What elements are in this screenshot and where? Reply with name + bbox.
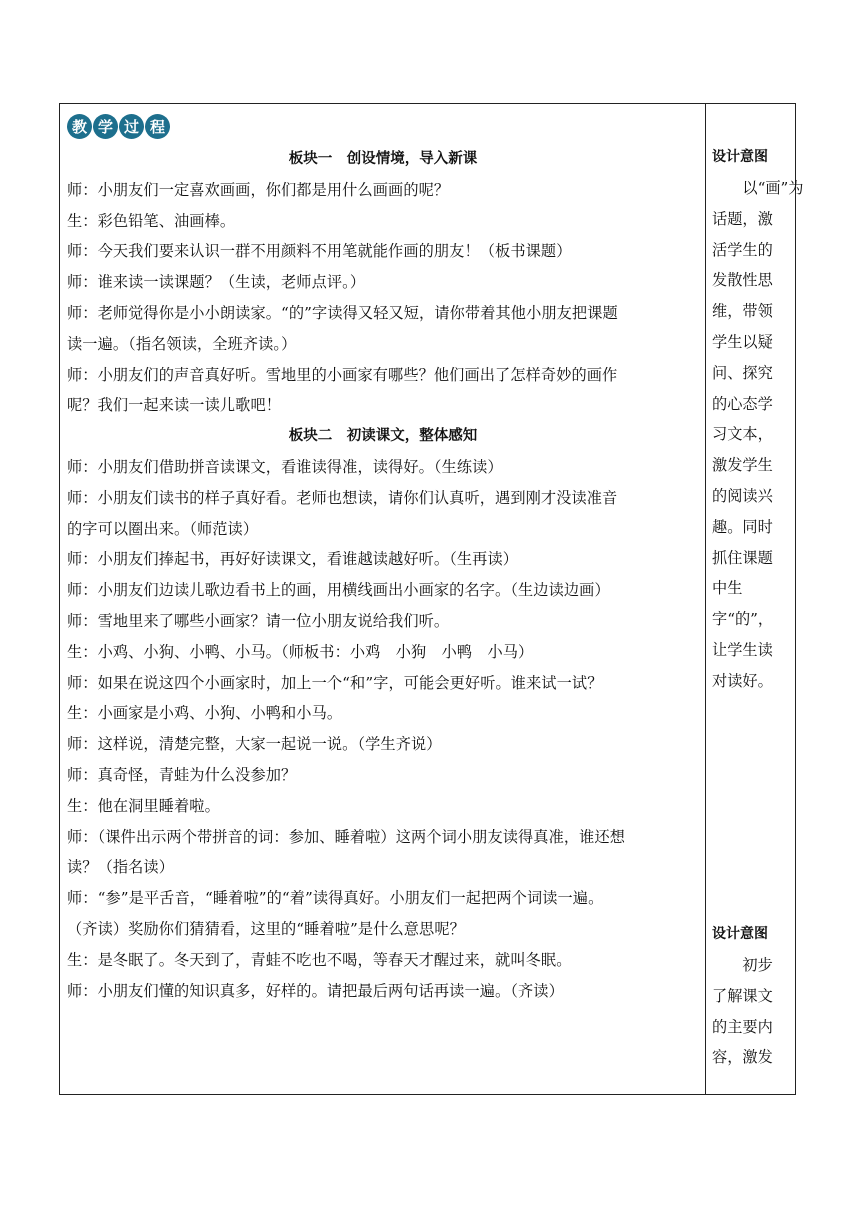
text-line: 师：谁来读一读课题？（生读，老师点评。）: [67, 273, 366, 292]
text-line: （齐读）奖励你们猜猜看，这里的“睡着啦”是什么意思呢？: [67, 919, 465, 938]
text-line: 生：彩色铅笔、油画棒。: [67, 211, 236, 230]
text-line: 读一遍。（指名领读，全班齐读。）: [67, 334, 297, 353]
text-line: 师：这样说，清楚完整，大家一起说一说。（学生齐说）: [67, 735, 442, 754]
text-line: 师：真奇怪，青蛙为什么没参加？: [67, 765, 297, 784]
text-line: 师：“参”是平舌音，“睡着啦”的“着”读得真好。小朋友们一起把两个词读一遍。: [67, 889, 604, 908]
text-line: 师：小朋友们边读儿歌边看书上的画，用横线画出小画家的名字。（生边读边画）: [67, 581, 610, 600]
text-line: 生：是冬眠了。冬天到了，青蛙不吃也不喝，等春天才醒过来，就叫冬眠。: [67, 950, 572, 969]
text-line: 师：老师觉得你是小小朗读家。“的”字读得又轻又短，请你带着其他小朋友把课题: [67, 303, 618, 322]
text-line: 师：雪地里来了哪些小画家？请一位小朋友说给我们听。: [67, 611, 450, 630]
block2-body: [67, 452, 699, 1006]
text-line: 师：（课件出示两个带拼音的词：参加、睡着啦）这两个词小朋友读得真准，谁还想: [67, 827, 626, 846]
teaching-process-badge: [67, 114, 699, 142]
design2-title: 设计意图: [712, 926, 768, 942]
badge-char: 学: [93, 114, 118, 139]
text-line: 读？（指名读）: [67, 858, 175, 877]
design1-text: 以“画”为话题，激活学生的发散性思维，带领学生以疑问、探究的心态学习文本，激发学生的阅读兴趣。同时抓住课题中生字“的”，让学生读对读好。: [712, 179, 804, 690]
design2-text: 初步了解课文的主要内容，激发: [712, 956, 773, 1067]
teaching-process-column: [67, 114, 699, 1006]
column-divider: [705, 104, 706, 1094]
text-line: 师：今天我们要来认识一群不用颜料不用笔就能作画的朋友！（板书课题）: [67, 242, 572, 261]
text-line: 师：小朋友们借助拼音读课文，看谁读得准，读得好。（生练读）: [67, 457, 503, 476]
design1-title: 设计意图: [712, 149, 768, 165]
text-line: 呢？我们一起来读一读儿歌吧！: [67, 396, 282, 415]
text-line: 师：小朋友们的声音真好听。雪地里的小画家有哪些？他们画出了怎样奇妙的画作: [67, 365, 618, 384]
text-line: 生：小鸡、小狗、小鸭、小马。（师板书：小鸡 小狗 小鸭 小马）: [67, 642, 534, 661]
badge-char: 程: [145, 114, 170, 139]
lesson-table: [59, 103, 804, 1095]
text-line: 师：小朋友们懂的知识真多，好样的。请把最后两句话再读一遍。（齐读）: [67, 981, 564, 1000]
text-line: 生：他在洞里睡着啦。: [67, 796, 220, 815]
badge-char: 教: [67, 114, 92, 139]
text-line: 师：小朋友们读书的样子真好看。老师也想读，请你们认真听，遇到刚才没读准音: [67, 488, 618, 507]
block1-title: 板块一 创设情境，导入新课: [288, 151, 478, 167]
badge-char: 过: [119, 114, 144, 139]
block2-title: 板块二 初读课文，整体感知: [288, 428, 478, 445]
text-line: 师：小朋友们一定喜欢画画，你们都是用什么画画的呢？: [67, 180, 450, 199]
text-line: 师：如果在说这四个小画家时，加上一个“和”字，可能会更好听。谁来试一试？: [67, 673, 603, 692]
text-line: 生：小画家是小鸡、小狗、小鸭和小马。: [67, 704, 343, 723]
block1-body: [67, 175, 699, 421]
text-line: 的字可以圈出来。（师范读）: [67, 519, 259, 538]
text-line: 师：小朋友们捧起书，再好好读课文，看谁越读越好听。（生再读）: [67, 550, 519, 569]
